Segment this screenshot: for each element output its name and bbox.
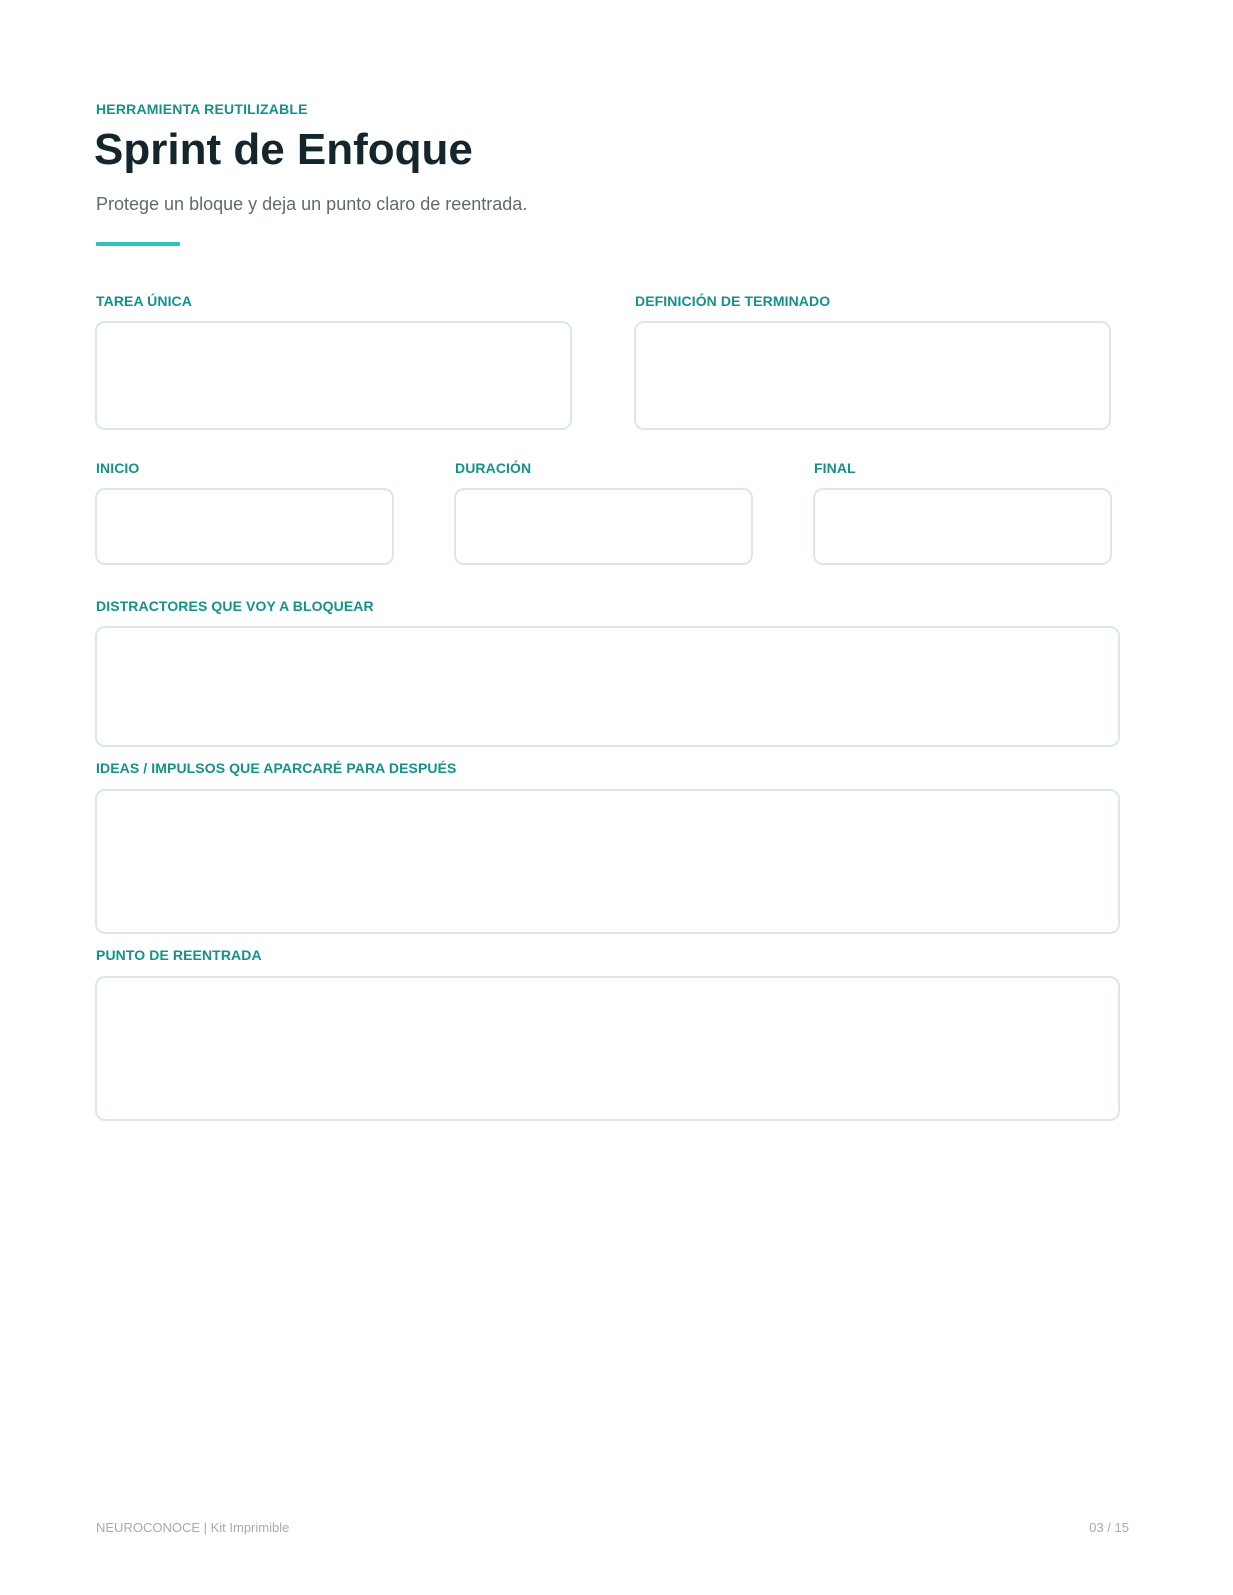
parked-ideas-label: IDEAS / IMPULSOS QUE APARCARÉ PARA DESPUÉS: [96, 760, 457, 776]
accent-divider: [96, 242, 180, 246]
task-field[interactable]: [95, 321, 572, 430]
reentry-point-field[interactable]: [95, 976, 1120, 1121]
distractors-label: DISTRACTORES QUE VOY A BLOQUEAR: [96, 598, 374, 614]
distractors-field[interactable]: [95, 626, 1120, 747]
footer-page-number: 03 / 15: [1089, 1520, 1129, 1535]
footer-brand: NEUROCONOCE | Kit Imprimible: [96, 1520, 290, 1535]
task-label: TAREA ÚNICA: [96, 293, 192, 309]
page-title: Sprint de Enfoque: [94, 125, 473, 174]
done-definition-field[interactable]: [634, 321, 1111, 430]
end-field[interactable]: [813, 488, 1112, 565]
start-label: INICIO: [96, 460, 140, 476]
done-definition-label: DEFINICIÓN DE TERMINADO: [635, 293, 831, 309]
eyebrow-label: HERRAMIENTA REUTILIZABLE: [96, 101, 308, 117]
duration-field[interactable]: [454, 488, 753, 565]
duration-label: DURACIÓN: [455, 460, 532, 476]
start-field[interactable]: [95, 488, 394, 565]
parked-ideas-field[interactable]: [95, 789, 1120, 934]
reentry-point-label: PUNTO DE REENTRADA: [96, 947, 262, 963]
end-label: FINAL: [814, 460, 856, 476]
page-subtitle: Protege un bloque y deja un punto claro de reentrada.: [96, 194, 528, 214]
